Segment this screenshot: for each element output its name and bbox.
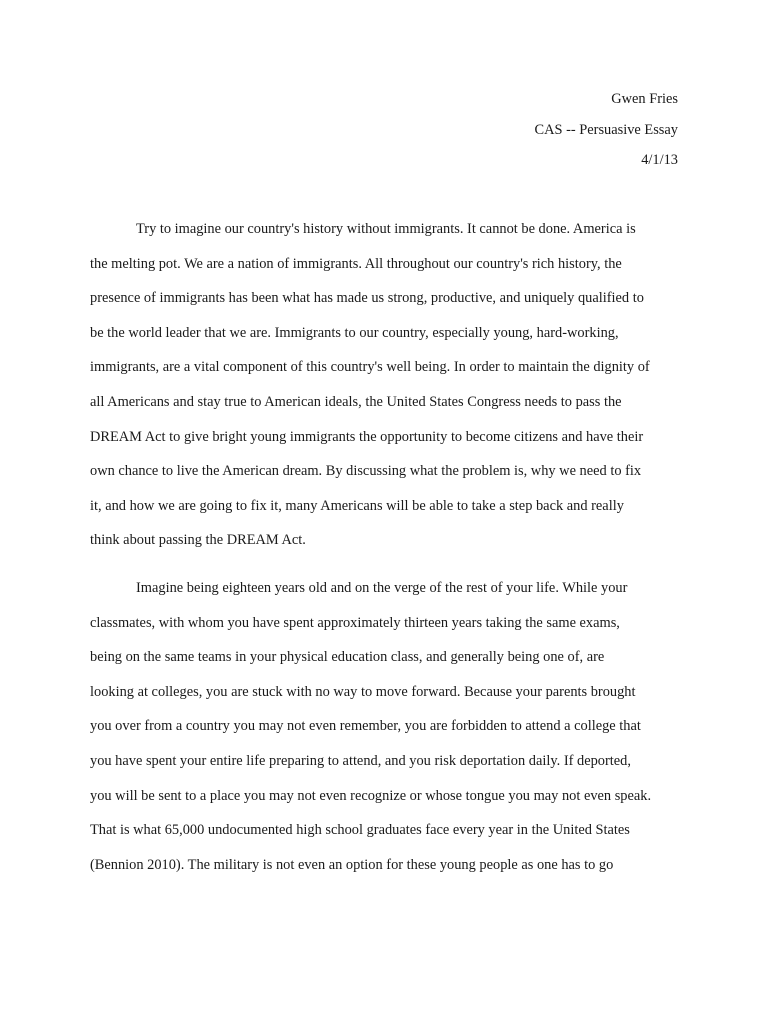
author-name: Gwen Fries (611, 91, 678, 107)
text-line: That is what 65,000 undocumented high school graduates face every year in the United States (90, 822, 630, 839)
essay-body (90, 212, 678, 882)
paragraph-spacer (90, 558, 678, 571)
text-line: Imagine being eighteen years old and on the verge of the rest of your life. While your (136, 579, 628, 596)
text-line: being on the same teams in your physical education class, and generally being one of, are (90, 649, 605, 666)
text-line: you over from a country you may not even remember, you are forbidden to attend a college that (90, 718, 641, 735)
text-line: classmates, with whom you have spent approximately thirteen years taking the same exams, (90, 614, 620, 631)
text-line: it, and how we are going to fix it, many Americans will be able to take a step back and really (90, 497, 624, 514)
essay-header (535, 89, 679, 181)
text-line: think about passing the DREAM Act. (90, 532, 306, 549)
text-line: own chance to live the American dream. By discussing what the problem is, why we need to fix (90, 463, 642, 480)
text-line: be the world leader that we are. Immigrants to our country, especially young, hard-working, (90, 324, 619, 341)
text-line: all Americans and stay true to American ideals, the United States Congress needs to pass the (90, 393, 622, 410)
text-line: immigrants, are a vital component of this country's well being. In order to maintain the dignity of (90, 359, 650, 376)
text-line: you will be sent to a place you may not even recognize or whose tongue you may not even speak. (90, 787, 652, 804)
text-line: (Bennion 2010). The military is not even an option for these young people as one has to go (90, 856, 614, 873)
text-line: you have spent your entire life preparing to attend, and you risk deportation daily. If deported, (90, 752, 631, 769)
paragraph-1 (90, 212, 678, 558)
text-line: DREAM Act to give bright young immigrants the opportunity to become citizens and have their (90, 428, 644, 445)
text-line: the melting pot. We are a nation of immigrants. All throughout our country's rich history, the (90, 255, 622, 272)
course-title: CAS -- Persuasive Essay (534, 121, 678, 138)
text-line: presence of immigrants has been what has made us strong, productive, and uniquely qualified to (90, 290, 644, 307)
text-line: Try to imagine our country's history without immigrants. It cannot be done. America is (136, 221, 636, 237)
essay-date: 4/1/13 (641, 152, 678, 168)
text-line: looking at colleges, you are stuck with no way to move forward. Because your parents brought (90, 683, 636, 700)
paragraph-2 (90, 571, 678, 882)
